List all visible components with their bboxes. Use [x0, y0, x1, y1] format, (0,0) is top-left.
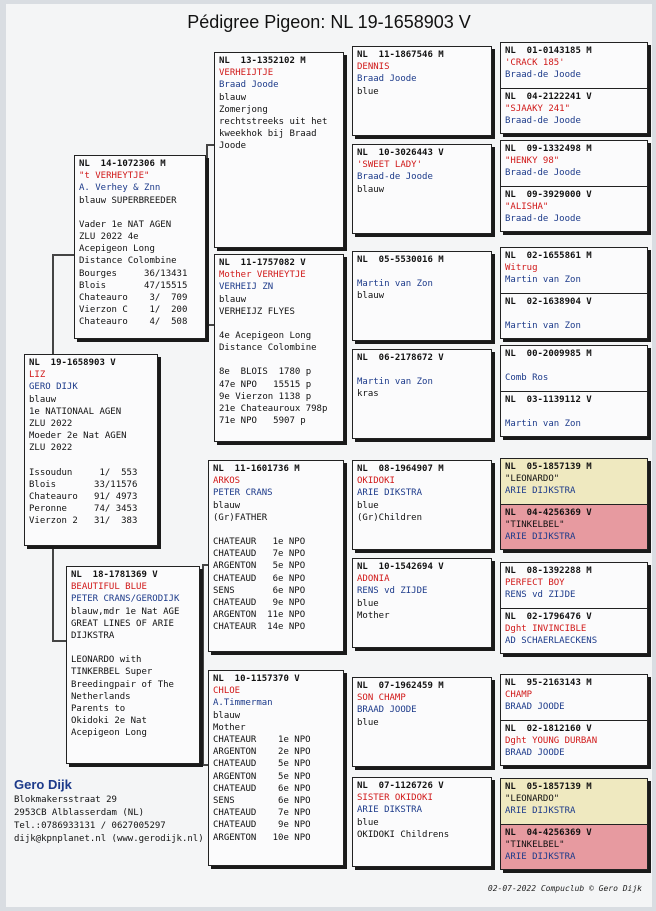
page-title: Pédigree Pigeon: NL 19-1658903 V [187, 12, 471, 32]
detail-line: ARGENTON 2e NPO [213, 747, 311, 758]
detail-line: RENS vd ZIJDE [357, 586, 428, 597]
great-grandparent-box [352, 460, 492, 550]
great-grandparent-pair-box [500, 247, 648, 339]
detail-line: blauw [357, 291, 385, 302]
pigeon-details [75, 170, 205, 328]
pigeon-details [501, 57, 647, 81]
detail-line [71, 642, 195, 654]
breeder-city: 2953CB Alblasserdam (NL) [14, 808, 145, 818]
detail-line: CHATEAUD 6e NPO [213, 573, 306, 584]
detail-line [357, 266, 487, 278]
detail-line: CHATEAUR 14e NPO [213, 622, 306, 633]
pigeon-name: "LEONARDO" [505, 794, 560, 805]
detail-line: OKIDOKI Childrens [357, 829, 450, 840]
pigeon-owner: BRAAD JOODE [505, 702, 565, 713]
pigeon-owner: RENS vd ZIJDE [505, 590, 576, 601]
ring-number: NL 02-1638904 V [505, 297, 592, 307]
great-grandparent-box [352, 777, 492, 867]
pigeon-owner: Braad-de Joode [505, 70, 581, 81]
detail-line: Acepigeon Long [71, 728, 147, 739]
breeder-email: dijk@kpnplanet.nl (www.gerodijk.nl) [14, 834, 204, 844]
detail-line: OKIDOKI [357, 476, 395, 487]
detail-line: ARIE DIKSTRA [357, 805, 423, 816]
detail-line [213, 524, 339, 536]
detail-line: Joode [219, 141, 247, 152]
ring-number: NL 11-1867546 M [357, 50, 444, 60]
great-grandparent-pair-box [500, 674, 648, 766]
pigeon-name [505, 308, 643, 320]
ring-number: NL 10-3026443 V [357, 148, 444, 158]
ring-number: NL 02-1812160 V [505, 724, 592, 734]
detail-line: blue [357, 598, 379, 609]
detail-line: blue [357, 86, 379, 97]
detail-line: ARIE DIKSTRA [357, 488, 423, 499]
detail-line: SENS 6e NPO [213, 585, 306, 596]
detail-line: ZLU 2022 [29, 419, 73, 430]
great-grandparent-box [352, 558, 492, 648]
detail-line: 21e Chateauroux 798p [219, 404, 328, 415]
breeder-address [14, 776, 204, 846]
pigeon-owner: Braad-de Joode [505, 116, 581, 127]
detail-line: CHLOE [213, 686, 241, 697]
ring-number: NL 06-2178672 V [357, 353, 444, 363]
ring-number: NL 05-1857139 M [505, 462, 592, 472]
pigeon-details [215, 269, 343, 427]
ring-number: NL 04-2122241 V [505, 92, 592, 102]
great-grandparent-pair-box [500, 140, 648, 232]
detail-line: Martin van Zon [357, 377, 433, 388]
ring-number: NL 19-1658903 V [29, 358, 116, 368]
detail-line: GREAT LINES OF ARIE [71, 618, 174, 629]
detail-line: ADONIA [357, 574, 390, 585]
ring-number: NL 10-1157370 V [213, 674, 300, 684]
detail-line: VERHEIJZ FLYES [219, 306, 295, 317]
pigeon-details [501, 406, 647, 430]
detail-line [29, 455, 153, 467]
father-box [74, 155, 206, 339]
pigeon-details [25, 369, 157, 527]
ring-number: NL 09-3929000 V [505, 190, 592, 200]
sire-half [501, 459, 647, 504]
detail-line: Braad Joode [357, 74, 417, 85]
pigeon-name: "SJAAKY 241" [505, 104, 571, 115]
ring-number: NL 04-4256369 V [505, 828, 592, 838]
mother-box [66, 566, 200, 764]
detail-line: Mother [357, 610, 390, 621]
pigeon-details [501, 793, 647, 817]
detail-line [219, 354, 339, 366]
pigeon-details [353, 573, 491, 622]
ring-number: NL 01-0143185 M [505, 46, 592, 56]
ring-number: NL 08-1392288 M [505, 566, 592, 576]
pigeon-details [353, 266, 491, 302]
dam-half [501, 608, 647, 654]
grandparent-box [214, 52, 344, 248]
detail-line: ARGENTON 11e NPO [213, 610, 306, 621]
pigeon-owner: BRAAD JOODE [505, 748, 565, 759]
pigeon-name: CHAMP [505, 690, 533, 701]
pigeon-owner: Braad-de Joode [505, 214, 581, 225]
pigeon-details [353, 61, 491, 98]
dam-half [501, 391, 647, 437]
detail-line: ARGENTON 5e NPO [213, 561, 306, 572]
pigeon-name: "HENKY 98" [505, 156, 560, 167]
great-grandparent-box [352, 251, 492, 341]
detail-line [219, 318, 339, 330]
detail-line: LIZ [29, 370, 46, 381]
detail-line: Blois 33/11576 [29, 479, 138, 490]
dam-half [501, 186, 647, 232]
pigeon-name: 'CRACK 185' [505, 58, 565, 69]
pigeon-name: "TINKELBEL" [505, 840, 565, 851]
breeder-name: Gero Dijk [14, 777, 72, 792]
pigeon-name: PERFECT BOY [505, 578, 565, 589]
ring-number: NL 11-1757082 V [219, 258, 306, 268]
detail-line: ARKOS [213, 476, 241, 487]
ring-number: NL 08-1964907 M [357, 464, 444, 474]
great-grandparent-box [352, 349, 492, 439]
detail-line: Vader 1e NAT AGEN [79, 219, 172, 230]
great-grandparent-box [352, 144, 492, 234]
detail-line: CHATEAUD 9e NPO [213, 820, 311, 831]
pedigree-sheet [6, 4, 652, 907]
detail-line: Bourges 36/13431 [79, 268, 188, 279]
pigeon-owner: Martin van Zon [505, 275, 581, 286]
ring-number: NL 05-5530016 M [357, 255, 444, 265]
detail-line: Peronne 74/ 3453 [29, 504, 138, 515]
pigeon-name: "LEONARDO" [505, 474, 560, 485]
detail-line: Issoudun 1/ 553 [29, 467, 138, 478]
pigeon-details [501, 689, 647, 713]
great-grandparent-box [352, 677, 492, 767]
great-grandparent-pair-box [500, 562, 648, 654]
detail-line: Moeder 2e Nat AGEN [29, 431, 127, 442]
connector-line [52, 640, 66, 642]
pigeon-details [501, 262, 647, 286]
connector-line [52, 254, 54, 358]
ring-number: NL 07-1962459 M [357, 681, 444, 691]
pigeon-details [353, 692, 491, 729]
detail-line: PETER CRANS/GERODIJK [71, 594, 180, 605]
pigeon-details [501, 155, 647, 179]
detail-line: TINKERBEL Super [71, 667, 153, 678]
pigeon-owner: AD SCHAERLAECKENS [505, 636, 598, 647]
great-grandparent-pair-box [500, 42, 648, 134]
detail-line: PETER CRANS [213, 488, 273, 499]
ring-number: NL 04-4256369 V [505, 508, 592, 518]
detail-line: blauw [219, 294, 247, 305]
great-grandparent-pair-box [500, 345, 648, 437]
ring-number: NL 09-1332498 M [505, 144, 592, 154]
pigeon-name: Dght YOUNG DURBAN [505, 736, 598, 747]
dam-half [501, 504, 647, 550]
detail-line: DENNIS [357, 62, 390, 73]
detail-line: blauw [213, 710, 241, 721]
detail-line: 4e Acepigeon Long [219, 331, 312, 342]
pigeon-name: "ALISHA" [505, 202, 549, 213]
detail-line: GERO DIJK [29, 382, 78, 393]
pigeon-owner: Braad-de Joode [505, 168, 581, 179]
ring-number: NL 11-1601736 M [213, 464, 300, 474]
pigeon-owner: Martin van Zon [505, 419, 581, 430]
great-grandparent-pair-box [500, 778, 648, 870]
pigeon-owner: ARIE DIJKSTRA [505, 532, 576, 543]
dam-half [501, 88, 647, 134]
great-grandparent-box [352, 46, 492, 136]
detail-line: blue [357, 717, 379, 728]
detail-line: 8e BLOIS 1780 p [219, 367, 312, 378]
detail-line: Parents to [71, 704, 126, 715]
pigeon-owner: Comb Ros [505, 373, 549, 384]
detail-line: Martin van Zon [357, 279, 433, 290]
detail-line: Acepigeon Long [79, 244, 155, 255]
dam-half [501, 720, 647, 766]
grandparent-box [208, 460, 344, 652]
great-grandparent-pair-box [500, 458, 648, 550]
detail-line: Breedingpair of The [71, 679, 174, 690]
pigeon-name: "TINKELBEL" [505, 520, 565, 531]
detail-line: blauw [29, 394, 57, 405]
pigeon-owner: Martin van Zon [505, 321, 581, 332]
detail-line: LEONARDO with [71, 655, 142, 666]
pigeon-name: Witrug [505, 263, 538, 274]
sire-half [501, 248, 647, 293]
ring-number: NL 18-1781369 V [71, 570, 158, 580]
pigeon-details [501, 519, 647, 543]
detail-line: Chateauro 91/ 4973 [29, 492, 138, 503]
detail-line: DIJKSTRA [71, 631, 115, 642]
sire-half [501, 563, 647, 608]
detail-line: blauw,mdr 1e Nat AGE [71, 606, 180, 617]
detail-line: blue [357, 817, 379, 828]
detail-line: 'SWEET LADY' [357, 160, 423, 171]
detail-line: CHATEAUD 9e NPO [213, 598, 306, 609]
pigeon-owner: ARIE DIJKSTRA [505, 806, 576, 817]
sire-half [501, 141, 647, 186]
sire-half [501, 346, 647, 391]
dam-half [501, 824, 647, 870]
detail-line: SENS 6e NPO [213, 796, 311, 807]
detail-line: blauw [213, 500, 241, 511]
sire-half [501, 43, 647, 88]
detail-line: 1e NATIONAAL AGEN [29, 406, 122, 417]
detail-line: Vierzon 2 31/ 383 [29, 516, 138, 527]
detail-line: VERHEIJTJE [219, 68, 274, 79]
detail-line: Okidoki 2e Nat [71, 716, 147, 727]
detail-line: ZLU 2022 [29, 443, 73, 454]
breeder-street: Blokmakersstraat 29 [14, 795, 117, 805]
detail-line: A. Verhey & Znn [79, 183, 161, 194]
detail-line: blauw [219, 92, 247, 103]
footer-credit: 02-07-2022 Compuclub © Gero Dijk [487, 884, 642, 893]
detail-line: Netherlands [71, 691, 131, 702]
detail-line [357, 364, 487, 376]
subject-pigeon-box [24, 354, 158, 546]
detail-line: CHATEAUD 6e NPO [213, 783, 311, 794]
detail-line: Chateauro 4/ 508 [79, 317, 188, 328]
pigeon-details [209, 685, 343, 844]
detail-line: SON CHAMP [357, 693, 406, 704]
pigeon-name: Dght INVINCIBLE [505, 624, 587, 635]
detail-line: BRAAD JOODE [357, 705, 417, 716]
detail-line: A.Timmerman [213, 698, 273, 709]
pigeon-details [215, 67, 343, 152]
detail-line: ZLU 2022 4e [79, 232, 139, 243]
ring-number: NL 95-2163143 M [505, 678, 592, 688]
detail-line: CHATEAUD 7e NPO [213, 549, 306, 560]
pigeon-owner: ARIE DIJKSTRA [505, 486, 576, 497]
detail-line: Distance Colombine [79, 256, 177, 267]
ring-number: NL 02-1796476 V [505, 612, 592, 622]
connector-line [202, 564, 204, 764]
detail-line: Zomerjong [219, 104, 268, 115]
pigeon-details [501, 201, 647, 225]
detail-line: Distance Colombine [219, 343, 317, 354]
detail-line: blauw SUPERBREEDER [79, 195, 177, 206]
detail-line: ARGENTON 10e NPO [213, 832, 311, 843]
detail-line: CHATEAUR 1e NPO [213, 537, 306, 548]
pigeon-details [67, 581, 199, 739]
pigeon-details [353, 475, 491, 524]
ring-number: NL 00-2009985 M [505, 349, 592, 359]
grandparent-box [214, 254, 344, 442]
detail-line: Braad-de Joode [357, 172, 433, 183]
detail-line: Blois 47/15515 [79, 280, 188, 291]
detail-line: blue [357, 500, 379, 511]
detail-line: Mother [213, 722, 246, 733]
detail-line: VERHEIJ ZN [219, 282, 274, 293]
detail-line: (Gr)FATHER [213, 512, 268, 523]
detail-line: kweekhok bij Braad [219, 129, 317, 140]
pigeon-details [501, 103, 647, 127]
detail-line: CHATEAUD 5e NPO [213, 759, 311, 770]
detail-line: SISTER OKIDOKI [357, 793, 433, 804]
detail-line: ARGENTON 5e NPO [213, 771, 311, 782]
detail-line: BEAUTIFUL BLUE [71, 582, 147, 593]
pigeon-details [353, 159, 491, 196]
ring-number: NL 05-1857139 M [505, 782, 592, 792]
ring-number: NL 02-1655861 M [505, 251, 592, 261]
detail-line [79, 207, 201, 219]
grandparent-box [208, 670, 344, 866]
detail-line: Braad Joode [219, 80, 279, 91]
sire-half [501, 675, 647, 720]
detail-line: kras [357, 389, 379, 400]
detail-line: (Gr)Children [357, 512, 423, 523]
pigeon-details [353, 364, 491, 400]
pigeon-details [501, 577, 647, 601]
detail-line: rechtstreeks uit het [219, 117, 328, 128]
detail-line: CHATEAUD 7e NPO [213, 808, 311, 819]
ring-number: NL 13-1352102 M [219, 56, 306, 66]
detail-line: CHATEAUR 1e NPO [213, 735, 311, 746]
detail-line: 9e Vierzon 1138 p [219, 391, 312, 402]
breeder-phone: Tel.:0786933131 / 0627005297 [14, 821, 166, 831]
dam-half [501, 293, 647, 339]
sire-half [501, 779, 647, 824]
pigeon-details [501, 839, 647, 863]
pigeon-details [501, 360, 647, 384]
pigeon-owner: ARIE DIJKSTRA [505, 852, 576, 863]
pigeon-details [353, 792, 491, 841]
ring-number: NL 10-1542694 V [357, 562, 444, 572]
detail-line: Mother VERHEYTJE [219, 270, 306, 281]
pigeon-name [505, 406, 643, 418]
detail-line: 71e NPO 5907 p [219, 416, 306, 427]
pigeon-name [505, 360, 643, 372]
ring-number: NL 14-1072306 M [79, 159, 166, 169]
detail-line: blauw [357, 184, 385, 195]
pigeon-details [209, 475, 343, 633]
connector-line [52, 254, 76, 256]
connector-line [52, 544, 54, 642]
detail-line: Chateauro 3/ 709 [79, 293, 188, 304]
connector-line [206, 144, 208, 324]
detail-line: 47e NPO 15515 p [219, 379, 312, 390]
ring-number: NL 07-1126726 V [357, 781, 444, 791]
detail-line: "t VERHEYTJE" [79, 171, 150, 182]
detail-line: Vierzon C 1/ 200 [79, 305, 188, 316]
pigeon-details [501, 623, 647, 647]
ring-number: NL 03-1139112 V [505, 395, 592, 405]
pigeon-details [501, 735, 647, 759]
pigeon-details [501, 473, 647, 497]
pigeon-details [501, 308, 647, 332]
